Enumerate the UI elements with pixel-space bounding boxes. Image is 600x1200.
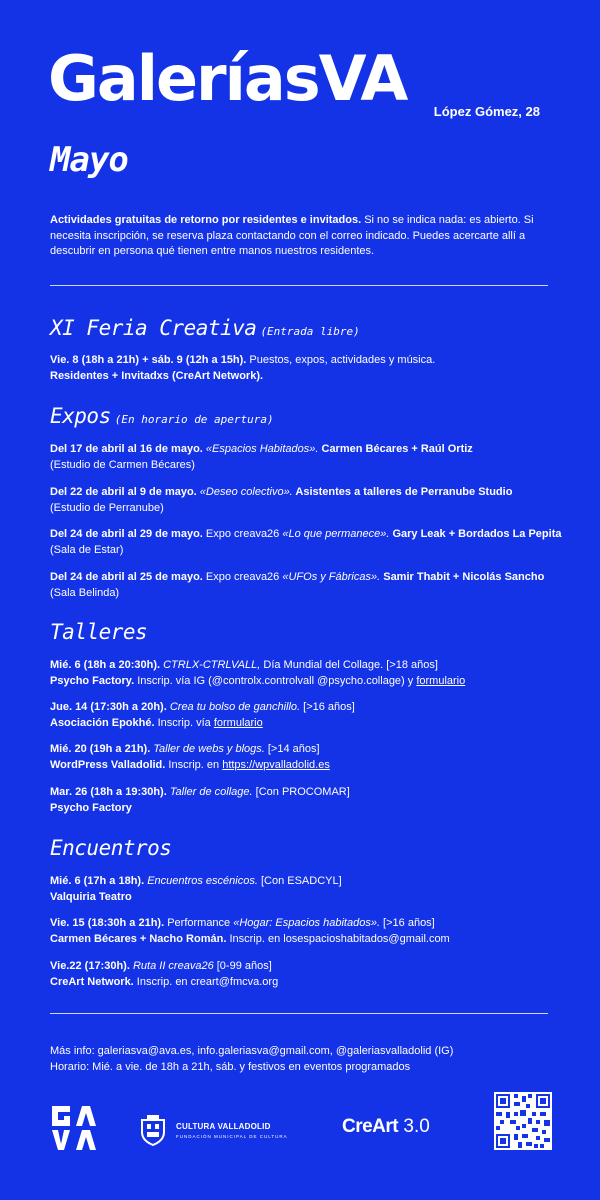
feria-entry: [50, 352, 570, 384]
expo-artists: Carmen Bécares + Raúl Ortiz: [318, 443, 473, 455]
taller-web-link[interactable]: https://wpvalladolid.es: [222, 759, 330, 771]
expo-place: (Sala Belinda): [50, 587, 120, 599]
expo-item: [50, 484, 570, 516]
encuentro-title: Ruta II creava26: [132, 960, 214, 972]
encuentro-item: [50, 915, 570, 947]
encuentro-organizer: CreArt Network.: [50, 976, 134, 988]
taller-item: [50, 741, 570, 773]
encuentro-title: «Hogar: Espacios habitados».: [233, 917, 380, 929]
expo-place: (Estudio de Carmen Bécares): [50, 459, 195, 471]
taller-inscription: Inscrip. vía: [154, 717, 214, 729]
encuentro-inscription: Inscrip. en creart@fmcva.org: [133, 976, 279, 988]
creart-version: 3.0: [398, 1116, 430, 1137]
bottom-divider: [50, 1013, 548, 1014]
feria-desc: Puestos, expos, actividades y música.: [246, 354, 436, 366]
taller-item: [50, 699, 570, 731]
address: López Gómez, 28: [433, 104, 540, 119]
section-feria-title: [50, 316, 360, 340]
encuentro-desc: [0-99 años]: [213, 960, 272, 972]
expo-title: «UFOs y Fábricas».: [282, 571, 381, 583]
expos-title-text: Expos: [50, 404, 111, 428]
taller-inscription: Inscrip. en: [165, 759, 223, 771]
taller-desc: [>16 años]: [300, 701, 355, 713]
taller-title: Taller de collage.: [166, 786, 253, 798]
month-heading: Mayo: [50, 140, 128, 180]
expo-pre: Expo creava26: [202, 571, 283, 583]
taller-organizer: WordPress Valladolid.: [50, 759, 166, 771]
taller-date: Mié. 6 (18h a 20:30h).: [50, 659, 161, 671]
section-expos-title: [50, 404, 274, 428]
taller-item: [50, 784, 570, 816]
encuentro-date: Vie. 15 (18:30h a 21h).: [50, 917, 165, 929]
expo-date: Del 24 de abril al 29 de mayo.: [50, 528, 203, 540]
encuentro-inscription: Inscrip. en losespacioshabitados@gmail.com: [226, 933, 450, 945]
taller-organizer: Asociación Epokhé.: [50, 717, 155, 729]
expo-item: [50, 526, 570, 558]
encuentro-pre: Performance: [164, 917, 234, 929]
expo-date: Del 24 de abril al 25 de mayo.: [50, 571, 203, 583]
taller-form-link[interactable]: formulario: [416, 675, 466, 687]
taller-desc: Día Mundial del Collage. [>18 años]: [260, 659, 438, 671]
expo-place: (Sala de Estar): [50, 544, 124, 556]
taller-form-link[interactable]: formulario: [213, 717, 263, 729]
taller-organizer: Psycho Factory.: [50, 675, 135, 687]
cultura-subtitle: FUNDACIÓN MUNICIPAL DE CULTURA: [176, 1134, 288, 1139]
expo-date: Del 17 de abril al 16 de mayo.: [50, 443, 203, 455]
expo-item: [50, 441, 570, 473]
taller-date: Mié. 20 (19h a 21h).: [50, 743, 151, 755]
encuentro-organizer: Valquiria Teatro: [50, 891, 132, 903]
expo-place: (Estudio de Perranube): [50, 502, 164, 514]
taller-date: Mar. 26 (18h a 19:30h).: [50, 786, 167, 798]
intro-rest: Si no se indica nada: es abierto. Si necesita inscripción, se reserva plaza contactando con el correo indicado. Puedes acercarte allí a descubrir en persona qué tienen entre manos nuestros residentes.: [50, 214, 534, 257]
taller-desc: [>14 años]: [264, 743, 320, 755]
qr-code-icon: [494, 1092, 552, 1150]
encuentro-organizer: Carmen Bécares + Nacho Román.: [50, 933, 227, 945]
expo-artists: Gary Leak + Bordados La Pepita: [389, 528, 562, 540]
galerias-va-logo: [50, 1104, 98, 1152]
feria-date: Vie. 8 (18h a 21h) + sáb. 9 (12h a 15h).: [50, 354, 247, 366]
expo-artists: Asistentes a talleres de Perranube Studio: [292, 486, 513, 498]
intro-bold: Actividades gratuitas de retorno por residentes e invitados.: [50, 214, 362, 226]
expo-title: «Deseo colectivo».: [199, 486, 293, 498]
encuentro-desc: [Con ESADCYL]: [257, 875, 342, 887]
hours-line: Horario: Mié. a vie. de 18h a 21h, sáb. y festivos en eventos programados: [50, 1061, 411, 1073]
encuentro-item: [50, 958, 570, 990]
taller-title: Crea tu bolso de ganchillo.: [166, 701, 301, 713]
taller-title: CTRLX-CTRLVALL,: [160, 659, 261, 671]
creart-logo: [342, 1116, 430, 1138]
encuentro-date: Vie.22 (17:30h).: [50, 960, 130, 972]
taller-item: [50, 657, 570, 689]
expo-title: «Espacios Habitados».: [205, 443, 319, 455]
encuentro-title: Encuentros escénicos.: [147, 875, 258, 887]
feria-note: (Entrada libre): [260, 325, 360, 338]
cultura-valladolid-logo: [138, 1112, 318, 1148]
encuentro-date: Mié. 6 (17h a 18h).: [50, 875, 145, 887]
feria-who: Residentes + Invitadxs (CreArt Network).: [50, 370, 264, 382]
taller-organizer: Psycho Factory: [50, 802, 132, 814]
qr-code[interactable]: [494, 1092, 552, 1150]
expo-date: Del 22 de abril al 9 de mayo.: [50, 486, 197, 498]
feria-title-text: XI Feria Creativa: [50, 316, 257, 340]
contact-line: Más info: galeriasva@ava.es, info.galeriasva@gmail.com, @galeriasvalladolid (IG): [50, 1045, 454, 1057]
taller-desc: [Con PROCOMAR]: [252, 786, 350, 798]
page-title: GaleríasVA: [48, 42, 407, 115]
expo-item: [50, 569, 570, 601]
footer-info: [50, 1043, 453, 1075]
expo-title: «Lo que permanece».: [282, 528, 390, 540]
expo-pre: Expo creava26: [202, 528, 283, 540]
creart-name: CreArt: [342, 1116, 399, 1137]
intro-text: [50, 213, 550, 260]
crest-icon: [138, 1114, 168, 1146]
encuentro-item: [50, 873, 570, 905]
taller-title: Taller de webs y blogs.: [150, 743, 265, 755]
section-encuentros-title: Encuentros: [50, 836, 172, 860]
expos-note: (En horario de apertura): [114, 413, 274, 426]
expo-artists: Samir Thabit + Nicolás Sancho: [380, 571, 545, 583]
cultura-name: CULTURA VALLADOLID: [176, 1122, 271, 1131]
taller-date: Jue. 14 (17:30h a 20h).: [50, 701, 167, 713]
top-divider: [50, 285, 548, 286]
taller-inscription: Inscrip. vía IG (@controlx.controlvall @psycho.collage) y: [134, 675, 417, 687]
section-talleres-title: Talleres: [50, 620, 148, 644]
encuentro-desc: [>16 años]: [380, 917, 435, 929]
